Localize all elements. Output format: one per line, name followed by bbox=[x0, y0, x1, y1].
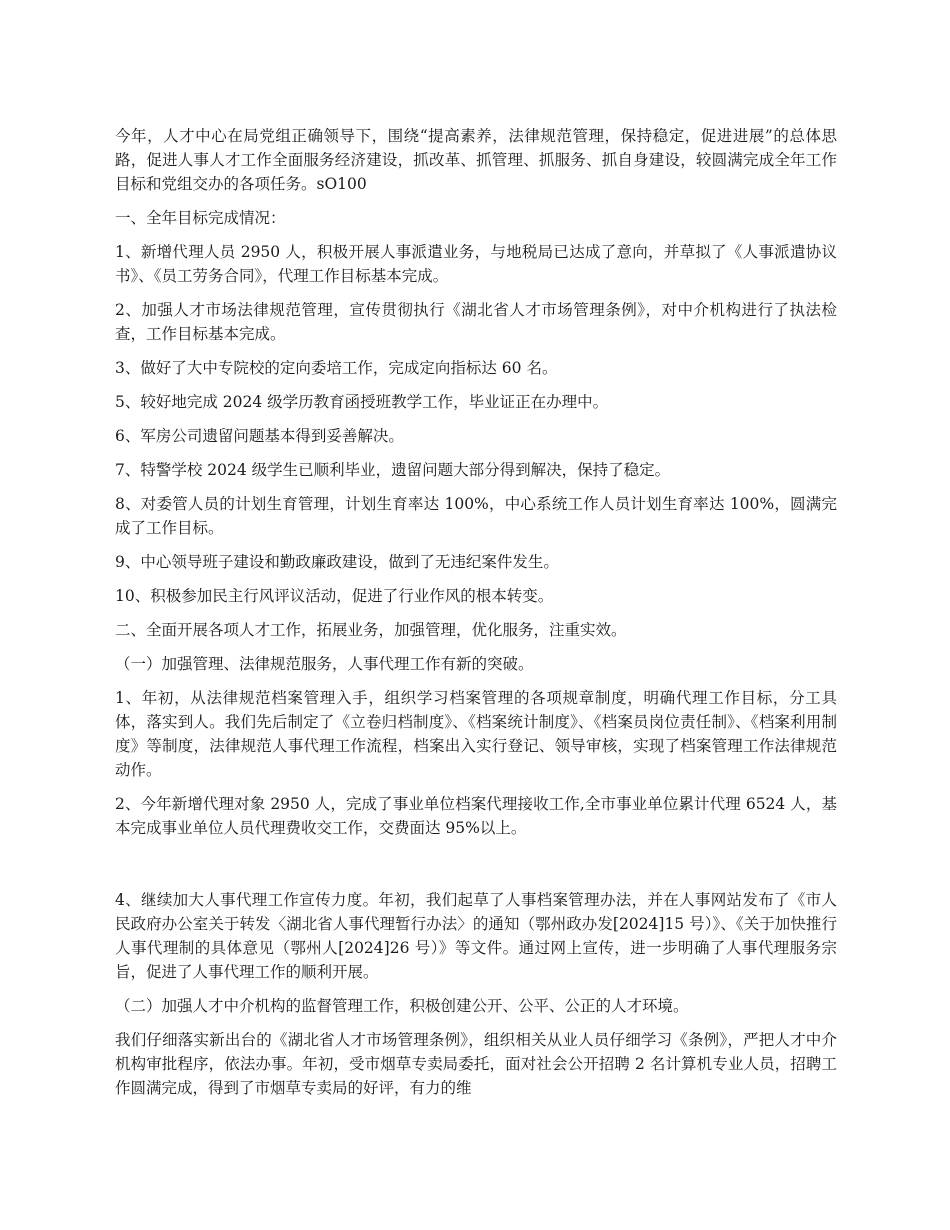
subsection-heading-2: （二）加强人才中介机构的监督管理工作，积极创建公开、公平、公正的人才环境。 bbox=[115, 997, 689, 1015]
intro-paragraph: 今年，人才中心在局党组正确领导下，围绕“提高素养，法律规范管理，保持稳定，促进进展”的总体思路，促进人事人才工作全面服务经济建设，抓改革、抓管理、抓服务、抓自身建设，较圆满完成全年工作目标和党组交办的各项任务。sO100 bbox=[115, 127, 837, 193]
list-item-5: 5、较好地完成 2024 级学历教育函授班教学工作，毕业证正在办理中。 bbox=[115, 393, 609, 411]
document-page bbox=[115, 124, 837, 1110]
list-item-10: 10、积极参加民主行风评议活动，促进了行业作风的根本转变。 bbox=[115, 587, 554, 605]
list-item-9: 9、中心领导班子建设和勤政廉政建设，做到了无违纪案件发生。 bbox=[115, 553, 559, 571]
section-heading-2: 二、全面开展各项人才工作，拓展业务，加强管理，优化服务，注重实效。 bbox=[115, 621, 627, 639]
paragraph-gap bbox=[115, 850, 837, 888]
subsection-heading-1: （一）加强管理、法律规范服务，人事代理工作有新的突破。 bbox=[115, 655, 534, 673]
list-item-6: 6、军房公司遗留问题基本得到妥善解决。 bbox=[115, 427, 404, 445]
list-item-7: 7、特警学校 2024 级学生已顺利毕业，遗留问题大部分得到解决，保持了稳定。 bbox=[115, 461, 671, 479]
subsection-item-2: 2、今年新增代理对象 2950 人，完成了事业单位档案代理接收工作,全市事业单位累计代理 6524 人，基本完成事业单位人员代理费收交工作，交费面达 95%以上。 bbox=[115, 795, 837, 837]
list-item-8: 8、对委管人员的计划生育管理，计划生育率达 100%，中心系统工作人员计划生育率达 100%，圆满完成了工作目标。 bbox=[115, 495, 837, 537]
list-item-2: 2、加强人才市场法律规范管理，宣传贯彻执行《湖北省人才市场管理条例》，对中介机构进行了执法检查，工作目标基本完成。 bbox=[115, 301, 837, 343]
body-paragraph: 我们仔细落实新出台的《湖北省人才市场管理条例》，组织相关从业人员仔细学习《条例》，严把人才中介机构审批程序，依法办事。年初，受市烟草专卖局委托，面对社会公开招聘 2 名计算机专业人员，招聘工作圆满完成，得到了市烟草专卖局的好评，有力的维 bbox=[115, 1031, 837, 1097]
list-item-3: 3、做好了大中专院校的定向委培工作，完成定向指标达 60 名。 bbox=[115, 359, 558, 377]
subsection-item-1: 1、年初，从法律规范档案管理入手，组织学习档案管理的各项规章制度，明确代理工作目标，分工具体，落实到人。我们先后制定了《立卷归档制度》、《档案统计制度》、《档案员岗位责任制》、《档案利用制度》等制度，法律规范人事代理工作流程，档案出入实行登记、领导审核，实现了档案管理工作法律规范动作。 bbox=[115, 689, 837, 779]
subsection-item-4: 4、继续加大人事代理工作宣传力度。年初，我们起草了人事档案管理办法，并在人事网站发布了《市人民政府办公室关于转发〈湖北省人事代理暂行办法〉的通知（鄂州政办发[2024]15 号）》、《关于加快推行人事代理制的具体意见（鄂州人[2024]26 号）》等文件。通过网上宣传，进一步明确了人事代理服务宗旨，促进了人事代理工作的顺利开展。 bbox=[115, 891, 837, 981]
list-item-1: 1、新增代理人员 2950 人，积极开展人事派遣业务，与地税局已达成了意向，并草拟了《人事派遣协议书》、《员工劳务合同》，代理工作目标基本完成。 bbox=[115, 243, 837, 285]
section-heading-1: 一、全年目标完成情况： bbox=[115, 209, 286, 227]
